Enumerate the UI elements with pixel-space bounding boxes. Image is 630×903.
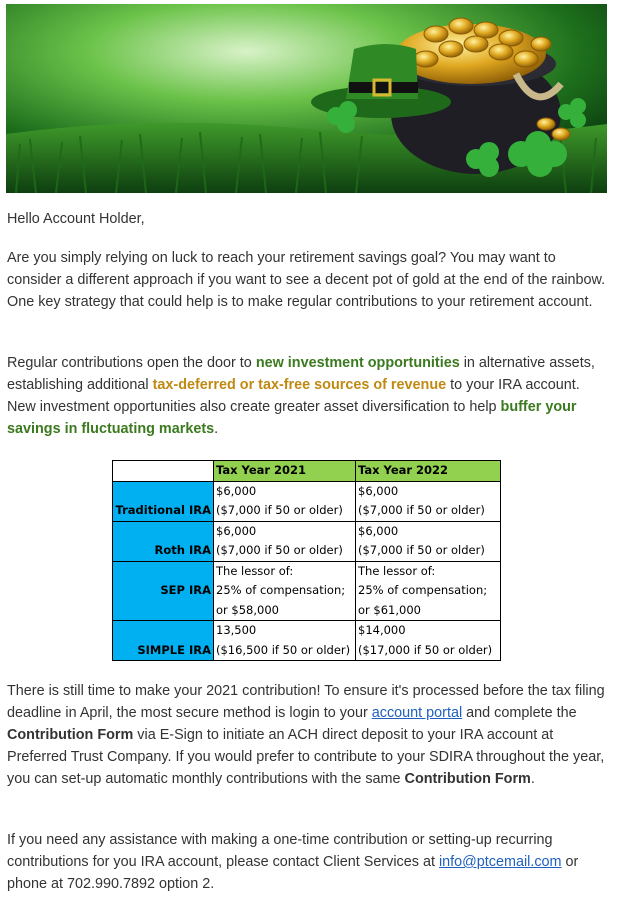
cell-line: $6,000: [216, 483, 257, 498]
cell-line: or $58,000: [216, 602, 279, 617]
table-header-blank: [113, 461, 214, 482]
support-email-link[interactable]: info@ptcemail.com: [438, 854, 562, 870]
cell-roth-2021: [214, 521, 356, 561]
cell-line: 13,500: [216, 623, 257, 637]
cell-line: 25% of compensation;: [216, 583, 346, 597]
cell-line: The lessor of:: [216, 563, 294, 578]
table-header-row: [113, 461, 501, 482]
cell-line: ($7,000 if 50 or older): [216, 503, 343, 517]
table-header-2021: Tax Year 2021: [214, 461, 356, 482]
cell-sep-2021: [214, 561, 356, 621]
para3-text-4: .: [530, 771, 535, 787]
para2-text-3: to your IRA account. New investment opportunities also create greater asset diversification to help: [7, 377, 580, 415]
cell-line: ($7,000 if 50 or older): [358, 543, 485, 557]
cell-simple-2022: [356, 621, 501, 661]
cell-traditional-2021: [214, 481, 356, 521]
row-label-simple: SIMPLE IRA: [113, 621, 214, 661]
account-portal-link[interactable]: account portal: [371, 705, 463, 721]
cell-line: ($17,000 if 50 or older): [358, 642, 493, 657]
para3-text-3: via E-Sign to initiate an ACH direct deposit to your IRA account at Preferred Trust Company. If you would prefer to contribute to your SDIRA throughout the year, you can set-up automatic monthly contributions with the same: [7, 727, 605, 787]
cell-line: ($16,500 if 50 or older): [216, 642, 351, 657]
cell-line: ($7,000 if 50 or older): [358, 503, 485, 517]
cell-line: $6,000: [216, 523, 257, 538]
para4-text-1: If you need any assistance with making a one-time contribution or setting-up recurring contributions for you IRA account, please contact Client Services at: [7, 832, 553, 870]
cell-line: The lessor of:: [358, 563, 436, 578]
cell-traditional-2022: [356, 481, 501, 521]
para3-text-2: and complete the: [462, 705, 577, 721]
contributions-paragraph: [7, 352, 607, 440]
row-label-roth: Roth IRA: [113, 521, 214, 561]
table-row: [113, 621, 501, 661]
table-header-2022: Tax Year 2022: [356, 461, 501, 482]
cell-line: or $61,000: [358, 602, 421, 617]
cell-sep-2022: [356, 561, 501, 621]
table-row: [113, 521, 501, 561]
table-row: [113, 561, 501, 621]
row-label-sep: SEP IRA: [113, 561, 214, 621]
cell-line: ($7,000 if 50 or older): [216, 543, 343, 557]
cell-line: $6,000: [358, 483, 399, 498]
cell-roth-2022: [356, 521, 501, 561]
intro-paragraph: Are you simply relying on luck to reach your retirement savings goal? You may want to consider a different approach if you want to see a decent pot of gold at the end of the rainbow. One key strategy that could help is to make regular contributions to your retirement account.: [7, 250, 606, 310]
para2-text-4: .: [214, 421, 219, 437]
table-row: [113, 481, 501, 521]
cell-line: 25% of compensation;: [358, 583, 488, 597]
highlight-investment-opportunities: new investment opportunities: [255, 355, 460, 371]
greeting: Hello Account Holder,: [7, 211, 145, 227]
para2-text-2: in alternative assets, establishing additional: [7, 355, 595, 393]
contribution-form-label: Contribution Form: [7, 727, 134, 743]
hero-image: [6, 4, 607, 193]
cell-line: $6,000: [358, 523, 399, 538]
contribution-limits-table: [112, 460, 501, 661]
contact-paragraph: [7, 829, 607, 895]
cell-line: $14,000: [358, 623, 406, 637]
deadline-paragraph: [7, 680, 607, 790]
para4-text-2: or phone at 702.990.7892 option 2.: [7, 854, 579, 892]
para3-text-1: There is still time to make your 2021 contribution! To ensure it's processed before the tax filing deadline in April, the most secure method is login to your: [7, 683, 605, 721]
contribution-form-label-2: Contribution Form: [404, 771, 531, 787]
para2-text-1: Regular contributions open the door to: [7, 355, 256, 371]
row-label-traditional: Traditional IRA: [113, 481, 214, 521]
cell-simple-2021: [214, 621, 356, 661]
highlight-buffer-savings: buffer your savings in fluctuating markets: [7, 399, 577, 437]
highlight-tax-deferred: tax-deferred or tax-free sources of revenue: [152, 377, 447, 393]
